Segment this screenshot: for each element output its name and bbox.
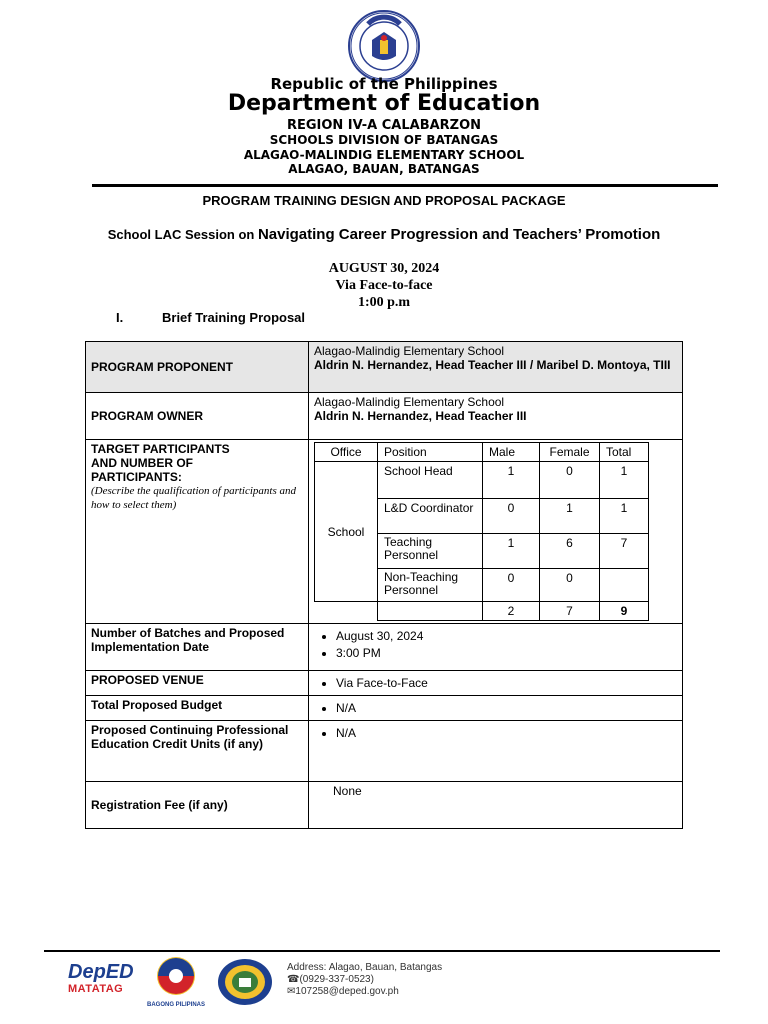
total-cell	[600, 569, 649, 602]
row-target	[86, 440, 683, 624]
cpe-value	[309, 721, 683, 782]
row-batches	[86, 624, 683, 671]
female-cell: 1	[540, 499, 600, 534]
deped-seal-logo	[348, 10, 420, 82]
proponent-value	[309, 342, 683, 393]
total-overall: 9	[600, 602, 649, 621]
list-item: • N/A	[336, 726, 677, 740]
address-heading: ALAGAO, BAUAN, BATANGAS	[288, 162, 480, 176]
republic-heading: Republic of the Philippines	[270, 75, 498, 93]
target-note: (Describe the qualification of participants and how to select them)	[91, 485, 297, 511]
proponent-label: PROGRAM PROPONENT	[86, 342, 309, 393]
position-cell: Non-Teaching Personnel	[378, 569, 483, 602]
position-cell: School Head	[378, 462, 483, 499]
row-fee	[86, 782, 683, 829]
header-female: Female	[540, 443, 600, 462]
section-heading	[116, 310, 306, 325]
footer-phone: ☎(0929-337-0523)	[287, 974, 374, 985]
participants-cell	[309, 440, 683, 624]
lac-prefix: School LAC Session on	[107, 227, 258, 242]
row-venue	[86, 671, 683, 696]
budget-label: Total Proposed Budget	[86, 696, 309, 721]
header-male: Male	[483, 443, 540, 462]
section-label: Brief Training Proposal	[162, 310, 306, 325]
matatag-wordmark: MATATAG	[68, 983, 124, 995]
owner-name: Aldrin N. Hernandez, Head Teacher III	[314, 409, 527, 423]
cpe-label: Proposed Continuing Professional Education Credit Units (if any)	[86, 721, 309, 782]
participants-table	[314, 442, 649, 621]
male-cell: 1	[483, 462, 540, 499]
female-cell: 0	[540, 569, 600, 602]
footer-divider	[44, 950, 720, 952]
list-item: • N/A	[336, 701, 677, 715]
total-cell: 1	[600, 499, 649, 534]
header-divider	[92, 184, 718, 187]
owner-school: Alagao-Malindig Elementary School	[314, 395, 505, 409]
division-heading: SCHOOLS DIVISION OF BATANGAS	[269, 133, 499, 147]
footer-contact	[287, 962, 442, 998]
event-time: 1:00 p.m	[357, 295, 411, 310]
row-cpe	[86, 721, 683, 782]
total-female: 7	[540, 602, 600, 621]
venue-list	[314, 676, 677, 690]
position-cell: Teaching Personnel	[378, 534, 483, 569]
proponent-names: Aldrin N. Hernandez, Head Teacher III / Maribel D. Montoya, TIII	[314, 358, 671, 372]
event-mode: Via Face-to-face	[335, 278, 433, 293]
proposal-table	[85, 341, 683, 829]
list-item: • August 30, 2024	[336, 629, 677, 643]
totals-spacer	[315, 602, 378, 621]
row-owner	[86, 393, 683, 440]
target-label: TARGET PARTICIPANTS AND NUMBER OF PARTICIPANTS:	[91, 442, 230, 484]
lac-title	[0, 226, 768, 243]
batches-label: Number of Batches and Proposed Implementation Date	[86, 624, 309, 671]
bagong-text: BAGONG PILIPINAS	[146, 1002, 205, 1008]
total-cell: 7	[600, 534, 649, 569]
batches-list	[314, 629, 677, 660]
total-male: 2	[483, 602, 540, 621]
region-heading: REGION IV-A CALABARZON	[286, 118, 482, 133]
lac-topic: Navigating Career Progression and Teachers’ Promotion	[257, 226, 661, 243]
deped-wordmark: DepED	[68, 961, 134, 983]
owner-label: PROGRAM OWNER	[86, 393, 309, 440]
bagong-pilipinas-logo	[143, 955, 209, 1008]
school-heading: ALAGAO-MALINDIG ELEMENTARY SCHOOL	[243, 148, 525, 162]
fee-label: Registration Fee (if any)	[86, 782, 309, 829]
table-row	[315, 462, 649, 499]
female-cell: 6	[540, 534, 600, 569]
office-cell: School	[315, 462, 378, 602]
document-title: PROGRAM TRAINING DESIGN AND PROPOSAL PACKAGE	[202, 193, 566, 208]
list-item: • 3:00 PM	[336, 646, 677, 660]
event-date: AUGUST 30, 2024	[328, 261, 440, 276]
budget-value	[309, 696, 683, 721]
fee-value: None	[309, 782, 683, 829]
participants-header-row	[315, 443, 649, 462]
row-budget	[86, 696, 683, 721]
section-number: I.	[116, 310, 124, 325]
event-details	[0, 260, 768, 311]
header-office: Office	[315, 443, 378, 462]
school-seal-logo	[217, 958, 273, 1006]
department-heading: Department of Education	[227, 91, 541, 116]
male-cell: 1	[483, 534, 540, 569]
bagong-pilipinas-emblem-icon	[152, 955, 200, 997]
proponent-school: Alagao-Malindig Elementary School	[314, 344, 505, 358]
budget-list	[314, 701, 677, 715]
total-cell: 1	[600, 462, 649, 499]
male-cell: 0	[483, 499, 540, 534]
header-position: Position	[378, 443, 483, 462]
list-item: • Via Face-to-Face	[336, 676, 677, 690]
totals-row	[315, 602, 649, 621]
target-label-cell	[86, 440, 309, 624]
owner-value	[309, 393, 683, 440]
row-proponent	[86, 342, 683, 393]
position-cell: L&D Coordinator	[378, 499, 483, 534]
header-total: Total	[600, 443, 649, 462]
deped-matatag-logo	[68, 955, 134, 995]
female-cell: 0	[540, 462, 600, 499]
venue-value	[309, 671, 683, 696]
male-cell: 0	[483, 569, 540, 602]
venue-label: PROPOSED VENUE	[86, 671, 309, 696]
footer-address: Address: Alagao, Bauan, Batangas	[287, 962, 443, 973]
cpe-list	[314, 726, 677, 740]
footer-email: ✉107258@deped.gov.ph	[287, 986, 399, 997]
totals-position	[378, 602, 483, 621]
batches-value	[309, 624, 683, 671]
